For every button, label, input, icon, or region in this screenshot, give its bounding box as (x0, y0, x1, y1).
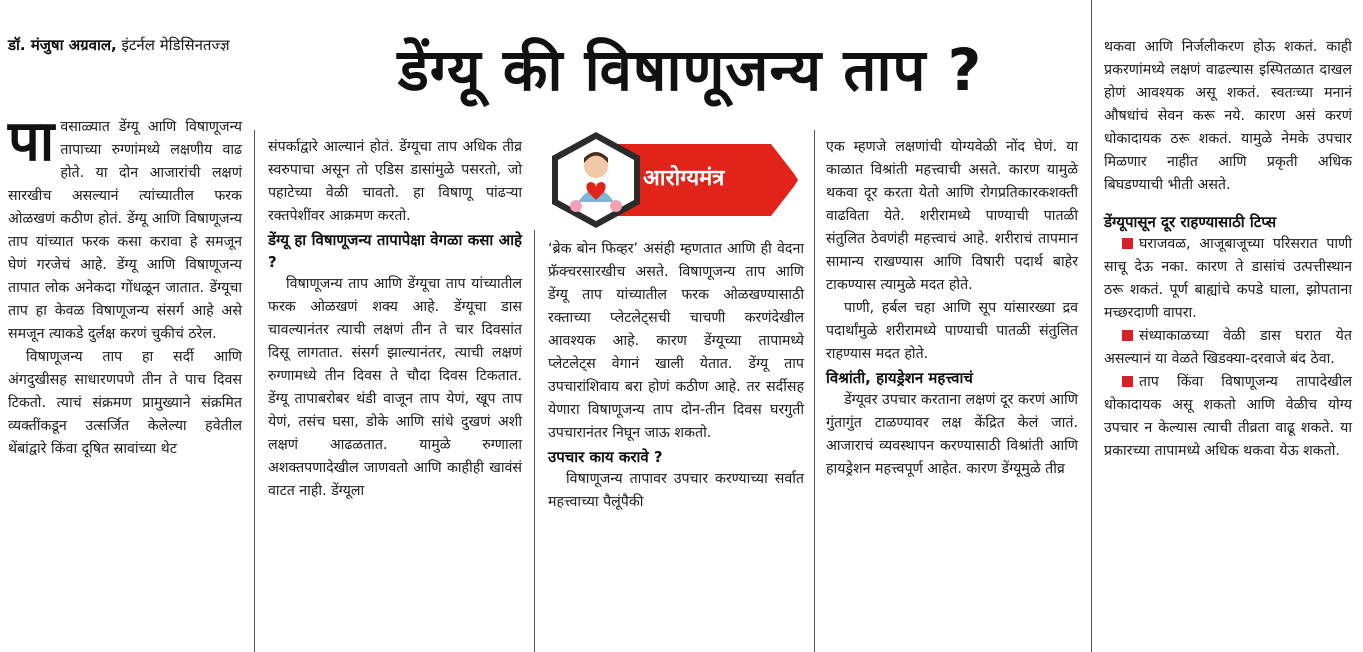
paragraph: पाणी, हर्बल चहा आणि सूप यांसारख्या द्रव पदार्थांमुळे शरीरामध्ये पाण्याची पातळी संतुलित राहण्यास मदत होते. (826, 300, 1078, 362)
column-divider (1091, 0, 1092, 652)
tip-item: घराजवळ, आजूबाजूच्या परिसरात पाणी साचू देऊ नका. कारण ते डासांचं उत्पत्तीस्थान ठरू शकतं. पूर्ण बाह्यांचे कपडे घाला, झोपताना मच्छरदाणी वापरा. (1104, 236, 1352, 321)
section-heading: डेंग्यूपासून दूर राहण्यासाठी टिप्स (1104, 213, 1277, 231)
byline (8, 34, 248, 56)
tip-item: संध्याकाळच्या वेळी डास घरात येत असल्यानं या वेळते खिडक्या-दरवाजे बंद ठेवा. (1104, 328, 1352, 367)
section-heading: उपचार काय करावे ? (548, 448, 663, 466)
section-badge-label: आरोग्यमंत्र (643, 166, 725, 191)
doctor-illustration-icon (548, 130, 644, 230)
column-divider (814, 130, 815, 652)
section-badge (548, 130, 804, 230)
page-title: डेंग्यू की विषाणूजन्य ताप ? (397, 36, 983, 104)
author-role: इंटर्नल मेडिसिनतज्ज्ञ (116, 36, 230, 54)
paragraph: डेंग्यूवर उपचार करताना लक्षणं दूर करणं आणि गुंतागुंत टाळण्यावर लक्ष केंद्रित केलं जातं. आजाराचं व्यवस्थापन करण्यासाठी विश्रांती आणि हायड्रेशन महत्त्वपूर्ण आहेत. कारण डेंग्यूमुळे तीव्र (826, 392, 1078, 477)
paragraph: संपर्काद्वारे आल्यानं होतं. डेंग्यूचा ताप अधिक तीव्र स्वरुपाचा असून तो एडिस डासांमुळे पसरतो, जो पहाटेच्या वेळी चावतो. हा विषाणू पांढऱ्या रक्तपेशींवर आक्रमण करतो. (268, 139, 522, 224)
paragraph: पावसाळ्यात डेंग्यू आणि विषाणूजन्य तापाच्या रुग्णांमध्ये लक्षणीय वाढ होते. या दोन आजारांची लक्षणं सारखीच असल्यानं त्यांच्यातील फरक ओळखणं कठीण होतं. डेंग्यू आणि विषाणूजन्य ताप यांच्यात फरक कसा करावा हे समजून घेणं गरजेचं आहे. डेंग्यू आणि विषाणूजन्य तापात लोक अनेकदा गोंधळून जातात. डेंग्यूचा ताप हा केवळ विषाणूजन्य संसर्ग आहे असे समजून त्याकडे दुर्लक्ष करणं चुकीचं ठरेल. (8, 108, 242, 342)
bullet-square-icon (1122, 376, 1133, 387)
bullet-square-icon (1122, 330, 1133, 341)
paragraph: थकवा आणि निर्जलीकरण होऊ शकतं. काही प्रकरणांमध्ये लक्षणं वाढल्यास इस्पितळात दाखल होणं आवश्यक असू शकतं. स्वतःच्या मनानं औषधांचं सेवन करू नये. कारण असं करणं धोकादायक ठरू शकतं. यामुळे नेमके उपचार मिळणार नाहीत आणि प्रकृती अधिक बिघडण्याची भीती असते. (1104, 39, 1352, 193)
article-column-5 (1104, 36, 1352, 463)
paragraph: विषाणूजन्य ताप हा सर्दी आणि अंगदुखीसह साधारणपणे तीन ते पाच दिवस टिकतो. त्याचं संक्रमण प्रामुख्याने संक्रमित व्यक्तींकडून उत्सर्जित केलेल्या हवेतील थेंबांद्वारे किंवा दूषित स्रावांच्या थेट (8, 349, 242, 457)
article-column-1 (8, 108, 242, 461)
column-divider (534, 230, 535, 652)
tip-item: ताप किंवा विषाणूजन्य तापादेखील धोकादायक असू शकतो आणि वेळीच योग्य उपचार न केल्यास त्याची तीव्रता वाढू शकते. या प्रकारच्या तापामध्ये अधिक थकवा येऊ शकतो. (1104, 374, 1352, 459)
section-heading: डेंग्यू हा विषाणूजन्य तापापेक्षा वेगळा कसा आहे ? (268, 231, 522, 271)
article-column-3 (548, 238, 804, 514)
column-divider (254, 130, 255, 652)
section-heading: विश्रांती, हायड्रेशन महत्त्वाचं (826, 369, 973, 387)
bullet-square-icon (1122, 238, 1133, 249)
drop-cap: पा (8, 108, 55, 174)
paragraph: विषाणूजन्य तापावर उपचार करण्याच्या सर्वात महत्त्वाच्या पैलूंपैकी (548, 471, 804, 510)
article-column-2 (268, 136, 522, 503)
paragraph: विषाणूजन्य ताप आणि डेंग्यूचा ताप यांच्यातील फरक ओळखणं शक्य आहे. डेंग्यूचा डास चावल्यानंतर त्याची लक्षणं तीन ते चार दिवसांत दिसू लागतात. संसर्ग झाल्यानंतर, त्याची लक्षणं रुग्णामध्ये तीन दिवस ते चौदा दिवस टिकतात. डेंग्यू तापाबरोबर थंडी वाजून ताप येणं, खूप ताप येणं, तसंच घसा, डोके आणि सांधे दुखणं अशी लक्षणं आढळतात. यामुळे रुग्णाला अशक्तपणादेखील जाणवतो आणि काहीही खावंसं वाटत नाही. डेंग्यूला (268, 276, 522, 499)
author-name: डॉ. मंजुषा अग्रवाल, (8, 36, 117, 54)
paragraph: ‘ब्रेक बोन फिव्हर’ असंही म्हणतात आणि ही वेदना फ्रॅक्चरसारखीच असते. विषाणूजन्य ताप आणि डेंग्यू ताप यांच्यातील फरक ओळखण्यासाठी रक्ताच्या प्लेटलेट्सची चाचणी करणंदेखील आवश्यक आहे. कारण डेंग्यूच्या तापामध्ये प्लेटलेट्स वेगानं खाली येतात. डेंग्यू ताप उपचारांशिवाय बरा होणं कठीण आहे. तर सर्दीसह येणारा विषाणूजन्य ताप दोन-तीन दिवस घरगुती उपचारानंतर निघून जाऊ शकतो. (548, 241, 804, 441)
paragraph: एक म्हणजे लक्षणांची योग्यवेळी नोंद घेणं. या काळात विश्रांती महत्त्वाची असते. कारण यामुळे थकवा दूर करता येतो आणि रोगप्रतिकारकशक्ती वाढविता येते. शरीरामध्ये पाण्याची पातळी संतुलित ठेवणंही महत्त्वाचं आहे. शरीराचं तापमान सामान्य राखण्यास आणि विषारी पदार्थ बाहेर टाकण्यास त्यामुळे मदत होते. (826, 139, 1078, 293)
article-column-4 (826, 136, 1078, 481)
